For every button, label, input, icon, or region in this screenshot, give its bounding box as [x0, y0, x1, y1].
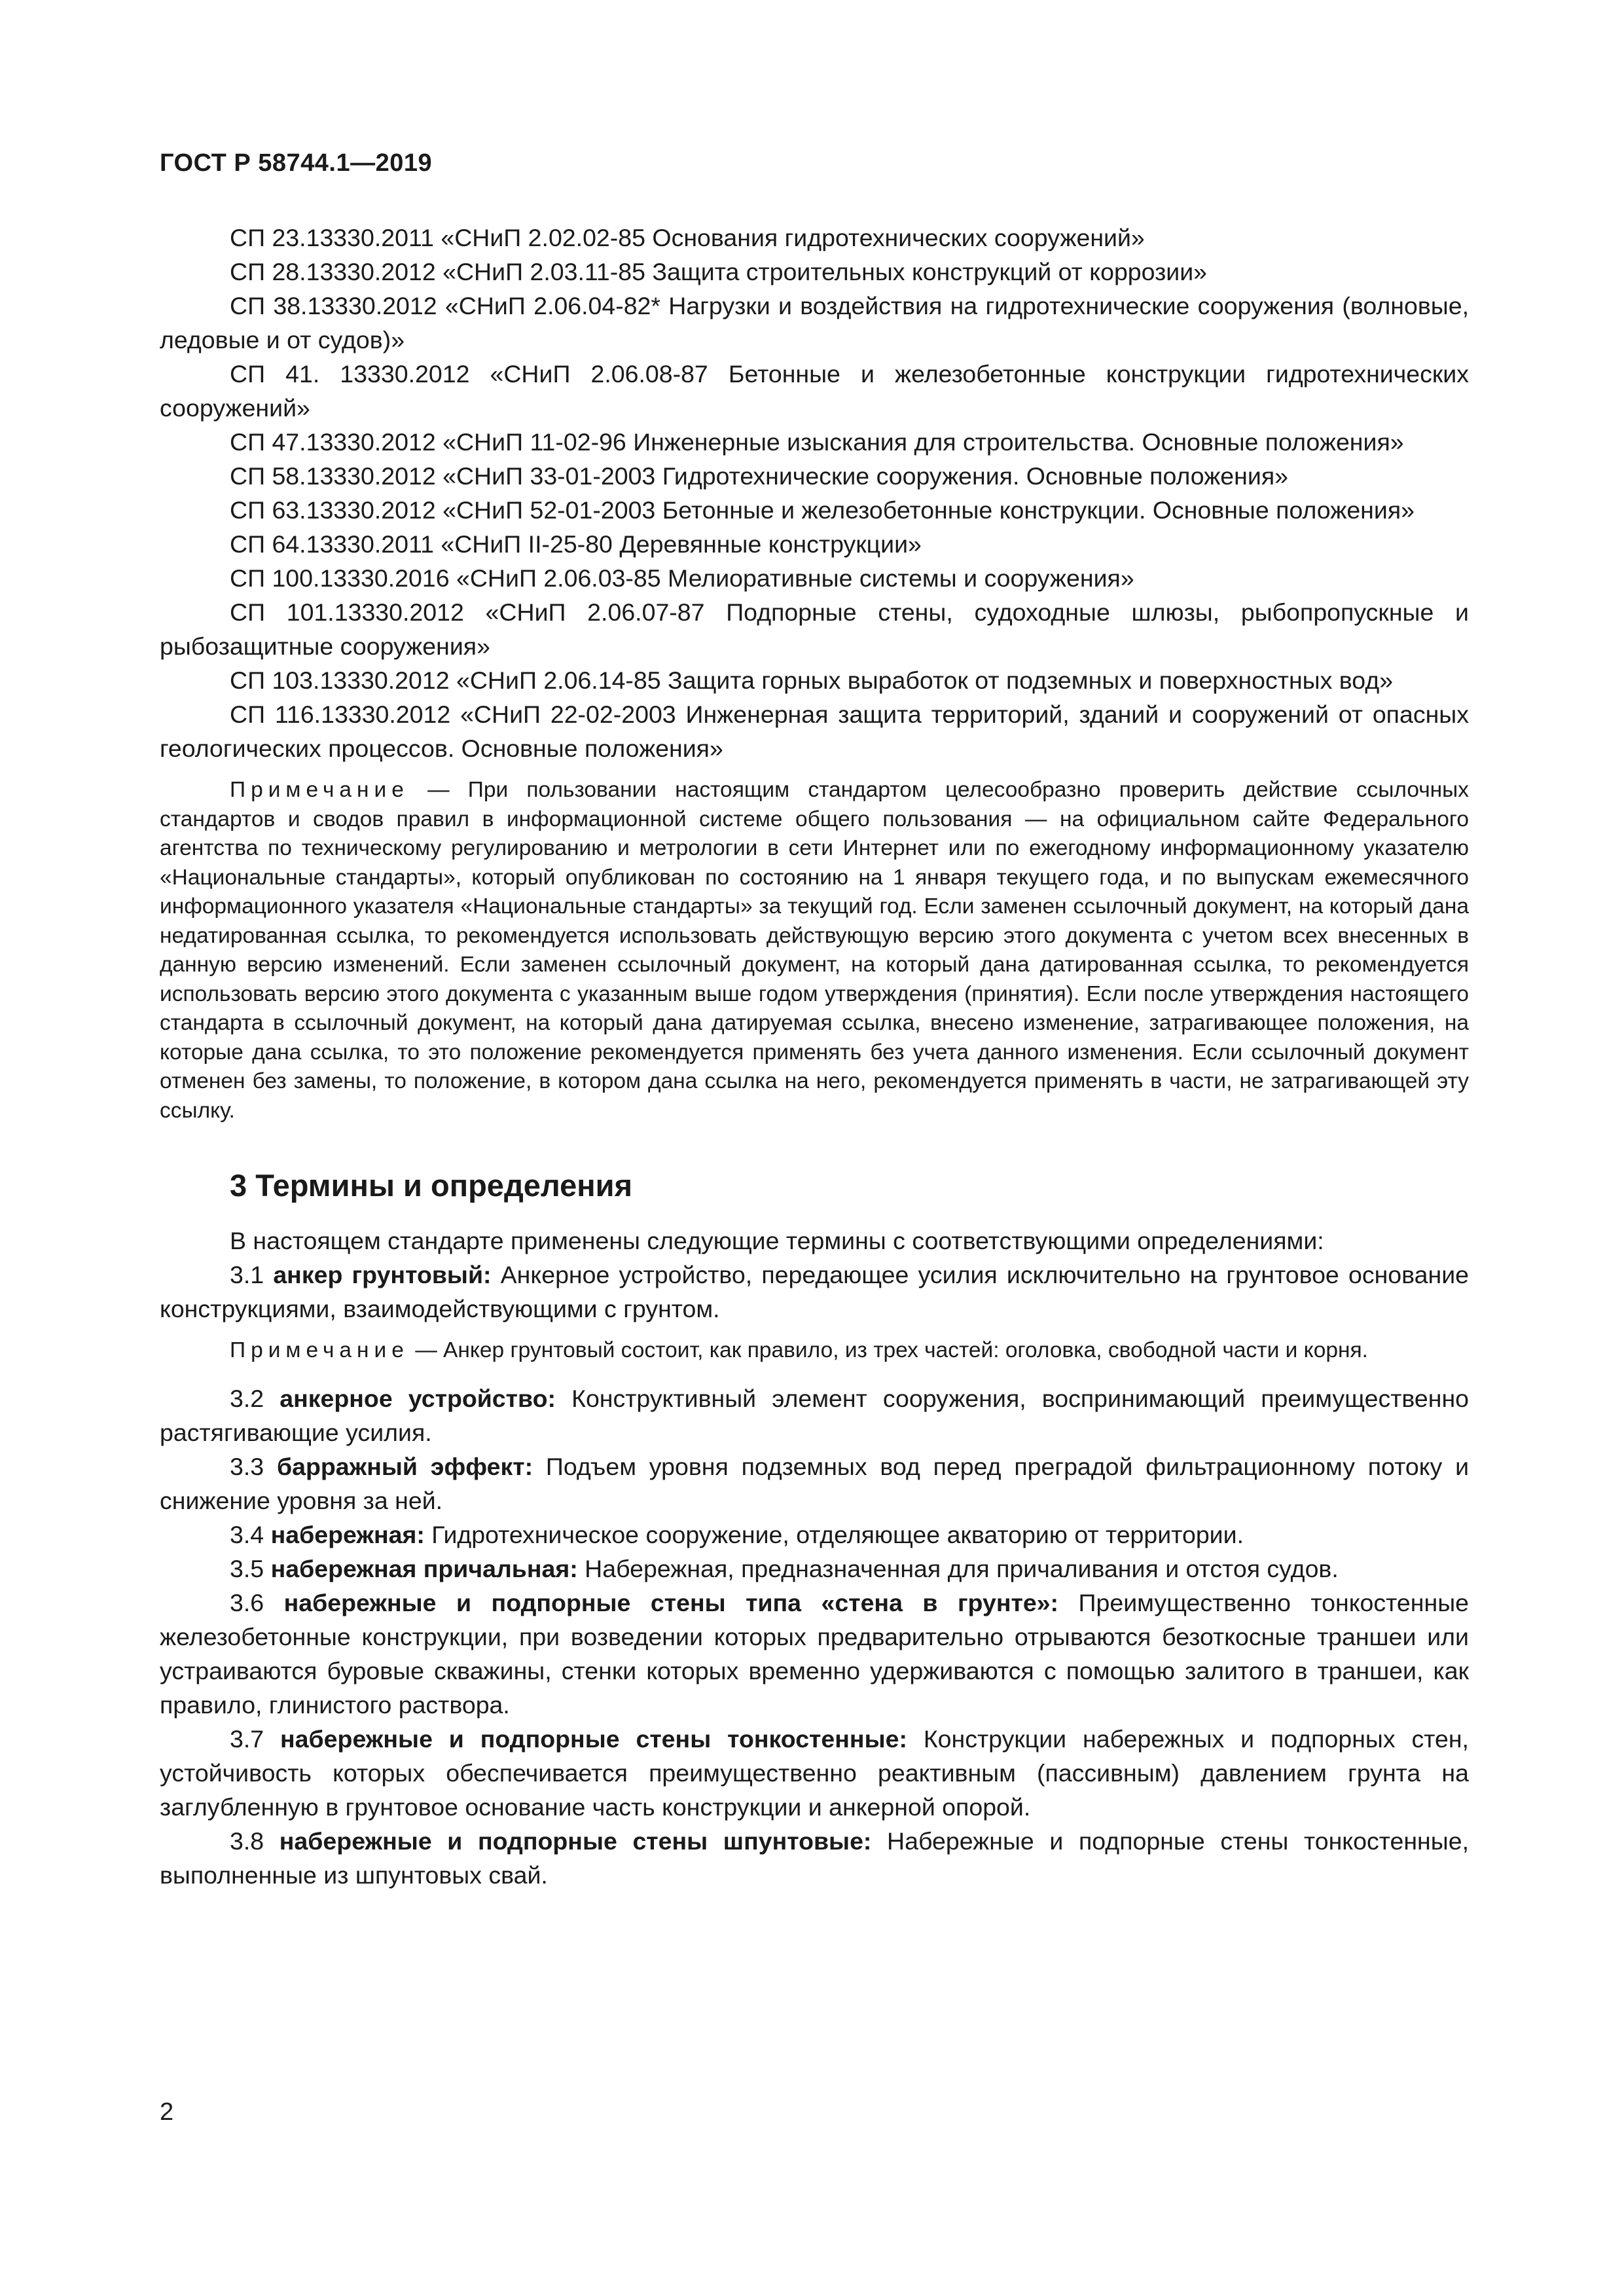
reference-item: СП 28.13330.2012 «СНиП 2.03.11-85 Защита строительных конструкций от коррозии»	[230, 258, 1208, 285]
term-number: 3.4	[230, 1520, 264, 1548]
term-name: барражный эффект:	[276, 1452, 533, 1480]
term-name: набережные и подпорные стены тонкостенные:	[280, 1724, 907, 1753]
section-intro: В настоящем стандарте применены следующие термины с соответствующими определениями:	[230, 1227, 1324, 1254]
term-number: 3.5	[230, 1554, 264, 1582]
term-definition: Гидротехническое сооружение, отделяющее акваторию от территории.	[431, 1520, 1244, 1548]
term-item	[160, 1824, 1469, 1892]
term-number: 3.6	[230, 1588, 264, 1616]
term-name: набережные и подпорные стены шпунтовые:	[279, 1827, 872, 1855]
section-heading: 3 Термины и определения	[230, 1168, 632, 1203]
page-number: 2	[160, 2098, 174, 2126]
term-definition: Набережные и подпорные стены тонкостенные, выполненные из шпунтовых свай.	[160, 1827, 1469, 1889]
term-item	[160, 1258, 1469, 1326]
document-code: ГОСТ Р 58744.1—2019	[160, 149, 433, 177]
reference-item: СП 63.13330.2012 «СНиП 52-01-2003 Бетонные и железобетонные конструкции. Основные положения»	[230, 496, 1415, 524]
page-body	[160, 221, 1469, 1892]
note-label: Примечание	[230, 1338, 409, 1362]
term-item	[160, 1518, 1469, 1552]
reference-item: СП 103.13330.2012 «СНиП 2.06.14-85 Защита горных выработок от подземных и поверхностных вод»	[230, 666, 1394, 694]
note-label: Примечание	[230, 778, 409, 802]
term-number: 3.1	[230, 1261, 264, 1288]
term-number: 3.2	[230, 1384, 264, 1412]
term-definition: Преимущественно тонкостенные железобетонные конструкции, при возведении которых предварительно отрываются безоткосные траншеи или устраиваются буровые скважины, стенки которых временно удерживаются с помощью залитого в траншеи, как правило, глинистого раствора.	[160, 1588, 1470, 1719]
note-term	[160, 1336, 1469, 1366]
term-definition: Анкерное устройство, передающее усилия исключительно на грунтовое основание конструкциями, взаимодействующими с грунтом.	[160, 1261, 1469, 1322]
note-text: — При пользовании настоящим стандартом целесообразно проверить действие ссылочных стандартов и сводов правил в информационной системе общего пользования — на официальном сайте Федерального агентства по техническому регулированию и метрологии в сети Интернет или по ежегодному информационному указателю «Национальные стандарты», который опубликован по состоянию на 1 января текущего года, и по выпускам ежемесячного информационного указателя «Национальные стандарты» за текущий год. Если заменен ссылочный документ, на который дана недатированная ссылка, то рекомендуется использовать действующую версию этого документа с учетом всех внесенных в данную версию изменений. Если заменен ссылочный документ, на который дана датированная ссылка, то рекомендуется использовать версию этого документа с указанным выше годом утверждения (принятия). Если после утверждения настоящего стандарта в ссылочный документ, на который дана датируемая ссылка, внесено изменение, затрагивающее положения, на которые дана ссылка, то это положение рекомендуется применять без учета данного изменения. Если ссылочный документ отменен без замены, то положение, в котором дана ссылка на него, рекомендуется применять в части, не затрагивающей эту ссылку.	[160, 778, 1469, 1123]
reference-item: СП 23.13330.2011 «СНиП 2.02.02-85 Основания гидротехнических сооружений»	[230, 224, 1145, 251]
reference-item: СП 38.13330.2012 «СНиП 2.06.04-82* Нагрузки и воздействия на гидротехнические сооружения (волновые, ледовые и от судов)»	[160, 292, 1469, 354]
reference-item: СП 47.13330.2012 «СНиП 11-02-96 Инженерные изыскания для строительства. Основные положения»	[230, 428, 1404, 456]
term-item	[160, 1586, 1469, 1722]
reference-item: СП 41. 13330.2012 «СНиП 2.06.08-87 Бетонные и железобетонные конструкции гидротехнических сооружений»	[160, 360, 1469, 422]
term-number: 3.7	[230, 1724, 264, 1753]
term-item	[160, 1552, 1469, 1586]
reference-item: СП 100.13330.2016 «СНиП 2.06.03-85 Мелиоративные системы и сооружения»	[230, 564, 1134, 592]
reference-item: СП 58.13330.2012 «СНиП 33-01-2003 Гидротехнические сооружения. Основные положения»	[230, 462, 1288, 490]
reference-item: СП 116.13330.2012 «СНиП 22-02-2003 Инженерная защита территорий, зданий и сооружений от опасных геологических процессов. Основные положения»	[160, 701, 1469, 762]
term-definition: Конструкции набережных и подпорных стен, устойчивость которых обеспечивается преимущественно реактивным (пассивным) давлением грунта на заглубленную в грунтовое основание часть конструкции и анкерной опорой.	[160, 1724, 1469, 1821]
note-references	[160, 776, 1469, 1125]
note-text: — Анкер грунтовый состоит, как правило, из трех частей: оголовка, свободной части и корня.	[408, 1338, 1368, 1362]
term-item	[160, 1449, 1469, 1518]
term-name: набережные и подпорные стены типа «стена в грунте»:	[283, 1588, 1059, 1616]
term-name: набережная причальная:	[270, 1554, 578, 1582]
term-name: анкерное устройство:	[280, 1384, 556, 1412]
term-definition: Набережная, предназначенная для причаливания и отстоя судов.	[585, 1554, 1339, 1582]
term-definition: Конструктивный элемент сооружения, воспринимающий преимущественно растягивающие усилия.	[160, 1384, 1470, 1446]
term-name: анкер грунтовый:	[273, 1261, 492, 1288]
term-number: 3.8	[230, 1827, 264, 1855]
term-name: набережная:	[270, 1520, 425, 1548]
reference-item: СП 101.13330.2012 «СНиП 2.06.07-87 Подпорные стены, судоходные шлюзы, рыбопропускные и рыбозащитные сооружения»	[160, 598, 1469, 660]
term-item	[160, 1381, 1469, 1449]
term-definition: Подъем уровня подземных вод перед преградой фильтрационному потоку и снижение уровня за ней.	[160, 1452, 1470, 1514]
term-item	[160, 1722, 1469, 1824]
reference-item: СП 64.13330.2011 «СНиП II-25-80 Деревянные конструкции»	[230, 530, 922, 558]
term-number: 3.3	[230, 1452, 264, 1480]
